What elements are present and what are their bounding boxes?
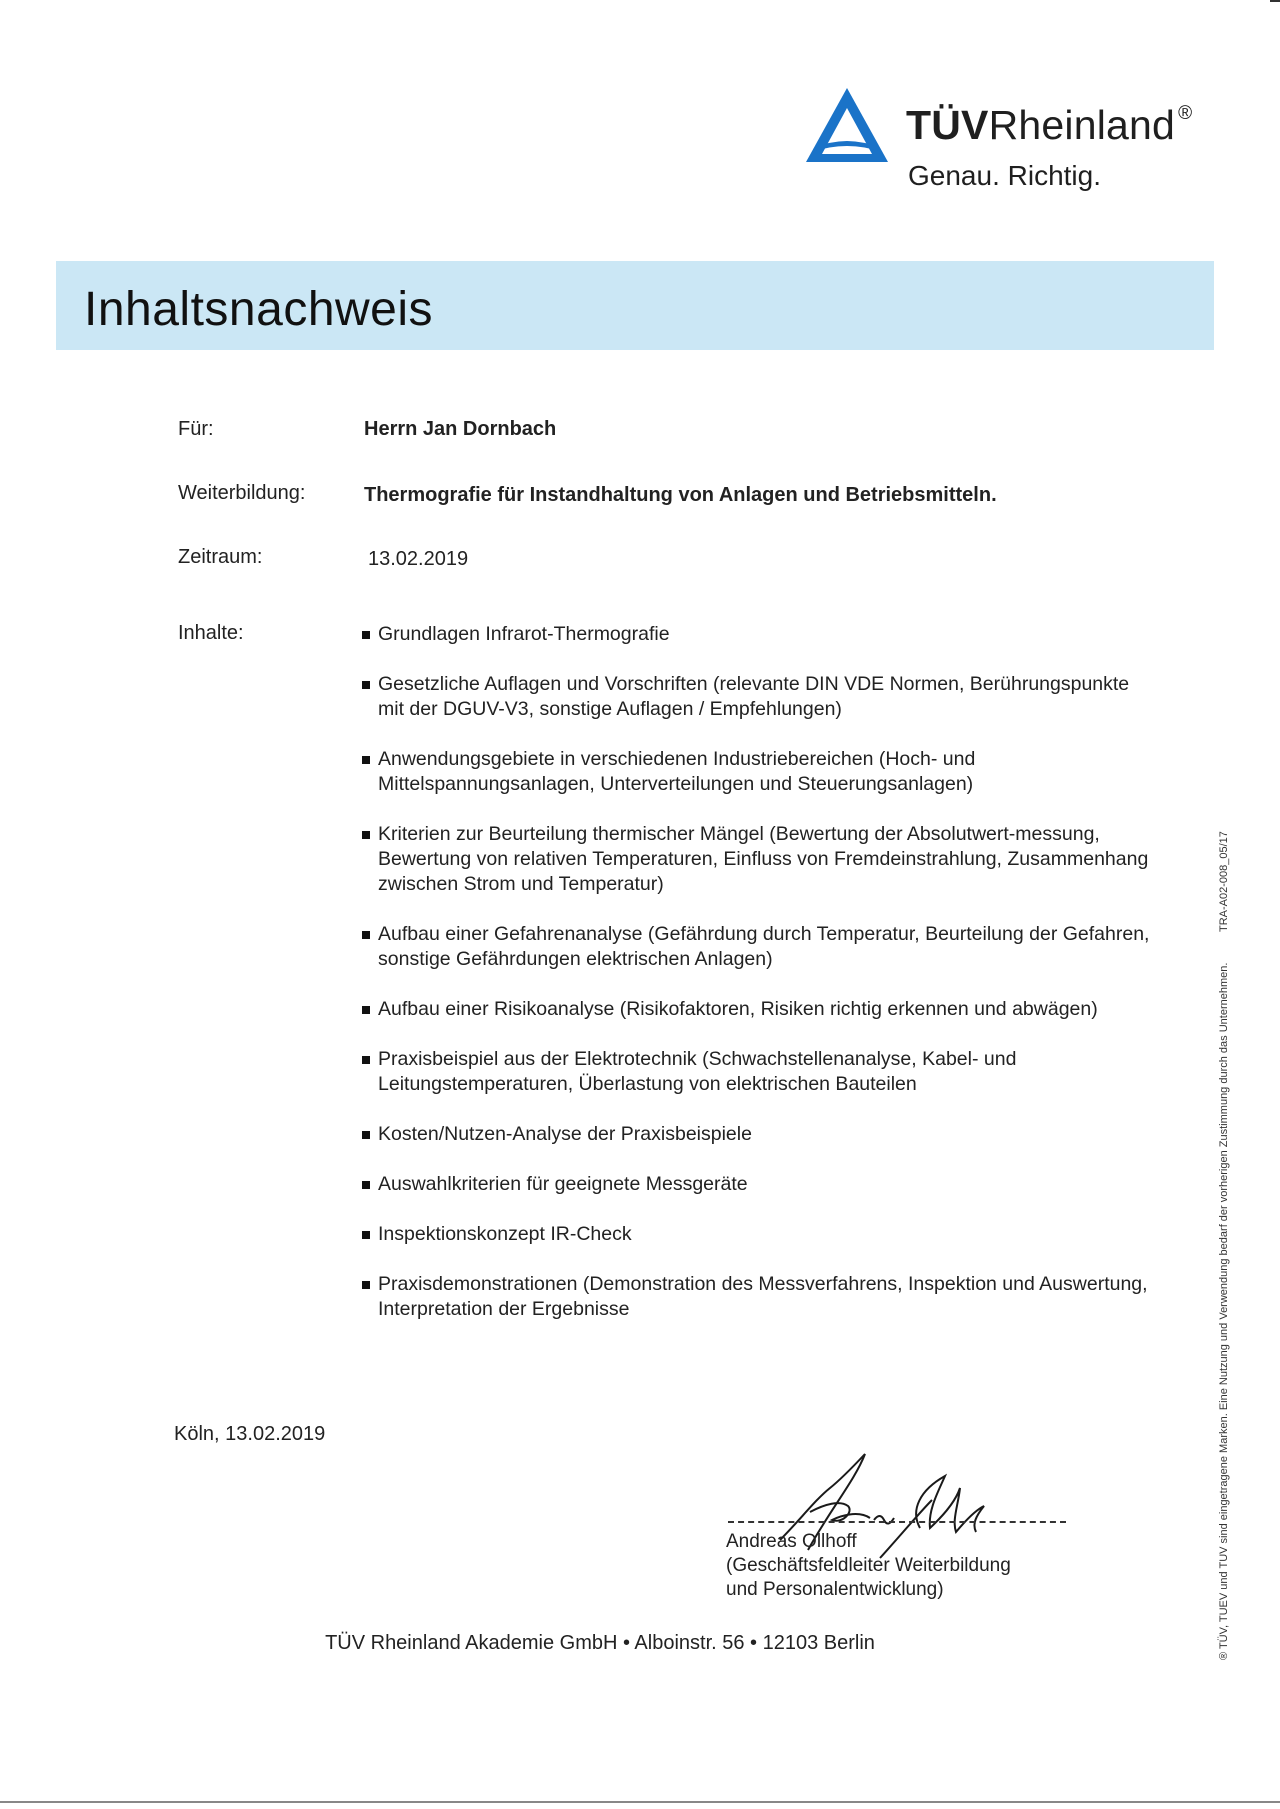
title-band: [56, 261, 1214, 350]
scan-corner-mark: [1270, 0, 1280, 2]
list-item: [364, 822, 1154, 897]
scan-bottom-edge: [0, 1801, 1280, 1803]
weiterbildung-value: Thermografie für Instandhaltung von Anlagen und Betriebsmitteln.: [364, 484, 997, 506]
place-date: Köln, 13.02.2019: [174, 1423, 326, 1445]
bullet-icon: [362, 831, 370, 839]
tuv-rheinland-logo: [804, 82, 1224, 202]
list-item: [364, 672, 1154, 722]
list-item-text: Praxisdemonstrationen (Demonstration des Messverfahrens, Inspektion und Auswertung, Interpretation der Ergebnisse: [378, 1273, 1148, 1320]
bullet-icon: [362, 1281, 370, 1289]
bullet-icon: [362, 1131, 370, 1139]
bullet-icon: [362, 1181, 370, 1189]
list-item: [364, 1047, 1154, 1097]
list-item: [364, 997, 1154, 1022]
zeitraum-value: 13.02.2019: [368, 548, 469, 570]
brand-bold: TÜV: [906, 102, 989, 148]
list-item: [364, 922, 1154, 972]
list-item: [364, 1172, 1154, 1197]
signer-name-title: Andreas Ollhoff (Geschäftsfeldleiter Weiterbildung und Personalentwicklung): [726, 1531, 1011, 1600]
trademark-notice: ® TÜV, TUEV und TUV sind eingetragene Marken. Eine Nutzung und Verwendung bedarf der vorherigen Zustimmung durch das Unternehmen.: [1218, 962, 1230, 1660]
list-item-text: Praxisbeispiel aus der Elektrotechnik (Schwachstellenanalyse, Kabel- und Leitungstemperaturen, Überlastung von elektrischen Bauteilen: [378, 1048, 1017, 1095]
list-item: [364, 1222, 1154, 1247]
fuer-value: Herrn Jan Dornbach: [364, 418, 557, 440]
list-item-text: Auswahlkriterien für geeignete Messgeräte: [378, 1173, 748, 1195]
list-item-text: Kosten/Nutzen-Analyse der Praxisbeispiele: [378, 1123, 752, 1145]
bullet-icon: [362, 631, 370, 639]
form-code: TRA-A02-008_05/17: [1218, 831, 1230, 932]
list-item-text: Aufbau einer Risikoanalyse (Risikofaktoren, Risiken richtig erkennen und abwägen): [378, 998, 1098, 1020]
list-item-text: Kriterien zur Beurteilung thermischer Mängel (Bewertung der Absolutwert-messung, Bewertung von relativen Temperaturen, Einfluss von Fremdeinstrahlung, Zusammenhang zwischen Strom und Temperatur): [378, 823, 1149, 895]
list-item-text: Gesetzliche Auflagen und Vorschriften (relevante DIN VDE Normen, Berührungspunkte mit der DGUV-V3, sonstige Auflagen / Empfehlungen): [378, 673, 1130, 720]
list-item: [364, 622, 1154, 647]
bullet-icon: [362, 681, 370, 689]
tuv-triangle-logo-icon: [804, 86, 890, 166]
bullet-icon: [362, 1056, 370, 1064]
list-item: [364, 1272, 1154, 1322]
signature-line: [728, 1521, 1066, 1523]
weiterbildung-label: Weiterbildung:: [178, 482, 306, 504]
bullet-icon: [362, 1006, 370, 1014]
brand-rest: Rheinland: [988, 102, 1176, 148]
list-item: [364, 1122, 1154, 1147]
footer-address: TÜV Rheinland Akademie GmbH • Alboinstr. 56 • 12103 Berlin: [325, 1632, 875, 1654]
list-item-text: Aufbau einer Gefahrenanalyse (Gefährdung durch Temperatur, Beurteilung der Gefahren, sonstige Gefährdungen elektrischen Anlagen): [378, 923, 1150, 970]
bullet-icon: [362, 1231, 370, 1239]
zeitraum-label: Zeitraum:: [178, 546, 263, 568]
list-item-text: Grundlagen Infrarot-Thermografie: [378, 623, 670, 645]
list-item-text: Anwendungsgebiete in verschiedenen Industriebereichen (Hoch- und Mittelspannungsanlagen, Unterverteilungen und Steuerungsanlagen): [378, 748, 976, 795]
brand-name: [906, 102, 1192, 149]
brand-slogan: Genau. Richtig.: [908, 160, 1101, 191]
bullet-icon: [362, 756, 370, 764]
bullet-icon: [362, 931, 370, 939]
document-title: Inhaltsnachweis: [84, 283, 434, 336]
list-item: [364, 747, 1154, 797]
registered-mark: ®: [1178, 103, 1193, 124]
inhalte-label: Inhalte:: [178, 622, 244, 644]
list-item-text: Inspektionskonzept IR-Check: [378, 1223, 632, 1245]
fuer-label: Für:: [178, 418, 214, 440]
contents-list: [364, 622, 1154, 1347]
